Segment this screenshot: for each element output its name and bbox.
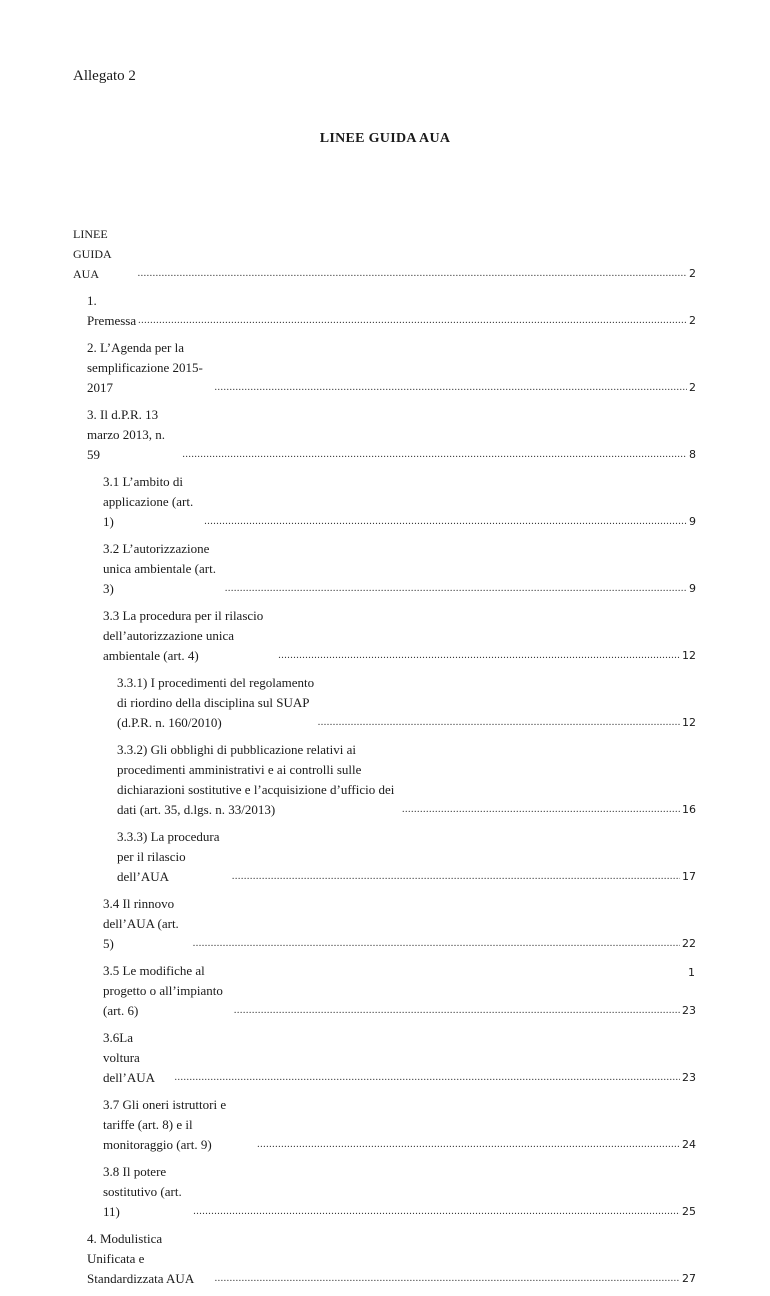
toc-page-number: 9 (689, 515, 696, 528)
toc-dot-leader (234, 999, 680, 1021)
toc-entry-title: 3.4 Il rinnovo dell’AUA (art. 5) (103, 896, 179, 951)
toc-entry-title: 2. L’Agenda per la semplificazione 2015-2017 (87, 340, 203, 395)
toc-entry[interactable] (73, 606, 696, 666)
toc-entry[interactable] (73, 291, 696, 331)
toc-page-number: 2 (689, 267, 696, 280)
document-title: LINEE GUIDA AUA (319, 131, 451, 146)
toc-page-number: 27 (682, 1272, 696, 1285)
toc-entry[interactable] (73, 338, 696, 398)
toc-entry-title: 3.3.2) Gli obblighi di pubblicazione relativi ai procedimenti amministrativi e ai controlli sulle dichiarazioni sostitutive e l’acquisizione d’ufficio dei dati (art. 35, d.lgs. n. 33/2013) (117, 742, 395, 817)
toc-page-number: 23 (682, 1071, 696, 1084)
toc-page-number: 17 (682, 870, 696, 883)
toc-dot-leader (182, 443, 687, 465)
toc-entry-title: 3. Il d.P.R. 13 marzo 2013, n. 59 (87, 407, 165, 462)
toc-entry[interactable] (73, 1229, 696, 1289)
toc-entry[interactable] (73, 1028, 696, 1088)
toc-entry[interactable] (73, 224, 696, 284)
toc-page-number: 9 (689, 582, 696, 595)
toc-page-number: 23 (682, 1004, 696, 1017)
toc-dot-leader (193, 1200, 680, 1222)
table-of-contents (73, 224, 696, 1296)
toc-entry[interactable] (73, 894, 696, 954)
toc-page-number: 12 (682, 716, 696, 729)
toc-dot-leader (138, 262, 687, 284)
toc-entry-title: 4. Modulistica Unificata e Standardizzata AUA (87, 1231, 195, 1286)
toc-page-number: 24 (682, 1138, 696, 1151)
toc-entry-title: 3.3.3) La procedura per il rilascio dell’AUA (117, 829, 220, 884)
toc-dot-leader (204, 510, 687, 532)
toc-entry-title: 3.2 L’autorizzazione unica ambientale (art. 3) (103, 541, 216, 596)
toc-page-number: 8 (689, 448, 696, 461)
toc-dot-leader (193, 932, 680, 954)
toc-entry-title: 1. Premessa (87, 293, 137, 328)
toc-page-number: 22 (682, 937, 696, 950)
toc-entry-title: 3.7 Gli oneri istruttori e tariffe (art. 8) e il monitoraggio (art. 9) (103, 1097, 227, 1152)
attachment-label: Allegato 2 (73, 68, 136, 84)
toc-entry-title: 3.5 Le modifiche al progetto o all’impianto (art. 6) (103, 963, 223, 1018)
toc-dot-leader (225, 577, 687, 599)
toc-entry-title: 3.3.1) I procedimenti del regolamento di riordino della disciplina sul SUAP (d.P.R. n. 160/2010) (117, 675, 315, 730)
toc-dot-leader (138, 309, 687, 331)
toc-page-number: 16 (682, 803, 696, 816)
toc-entry[interactable] (73, 961, 696, 1021)
toc-dot-leader (174, 1066, 680, 1088)
toc-entry-title: 3.8 Il potere sostitutivo (art. 11) (103, 1164, 182, 1219)
toc-dot-leader (214, 376, 687, 398)
page-number: 1 (688, 966, 695, 979)
toc-page-number: 12 (682, 649, 696, 662)
toc-dot-leader (215, 1267, 680, 1289)
toc-entry-title: LINEE GUIDA AUA (73, 227, 111, 281)
toc-entry[interactable] (73, 472, 696, 532)
toc-entry[interactable] (73, 1162, 696, 1222)
toc-page-number: 25 (682, 1205, 696, 1218)
toc-entry[interactable] (73, 827, 696, 887)
toc-entry[interactable] (73, 1095, 696, 1155)
toc-page-number: 2 (689, 381, 696, 394)
toc-dot-leader (318, 711, 680, 733)
toc-entry[interactable] (73, 740, 696, 820)
toc-entry-title: 3.6La voltura dell’AUA (103, 1030, 155, 1085)
toc-entry[interactable] (73, 405, 696, 465)
toc-entry[interactable] (73, 673, 696, 733)
toc-dot-leader (232, 865, 680, 887)
toc-entry-title: 3.3 La procedura per il rilascio dell’autorizzazione unica ambientale (art. 4) (103, 608, 264, 663)
toc-entry[interactable] (73, 539, 696, 599)
toc-dot-leader (402, 798, 680, 820)
toc-page-number: 2 (689, 314, 696, 327)
toc-dot-leader (278, 644, 680, 666)
toc-dot-leader (257, 1133, 680, 1155)
toc-entry-title: 3.1 L’ambito di applicazione (art. 1) (103, 474, 194, 529)
